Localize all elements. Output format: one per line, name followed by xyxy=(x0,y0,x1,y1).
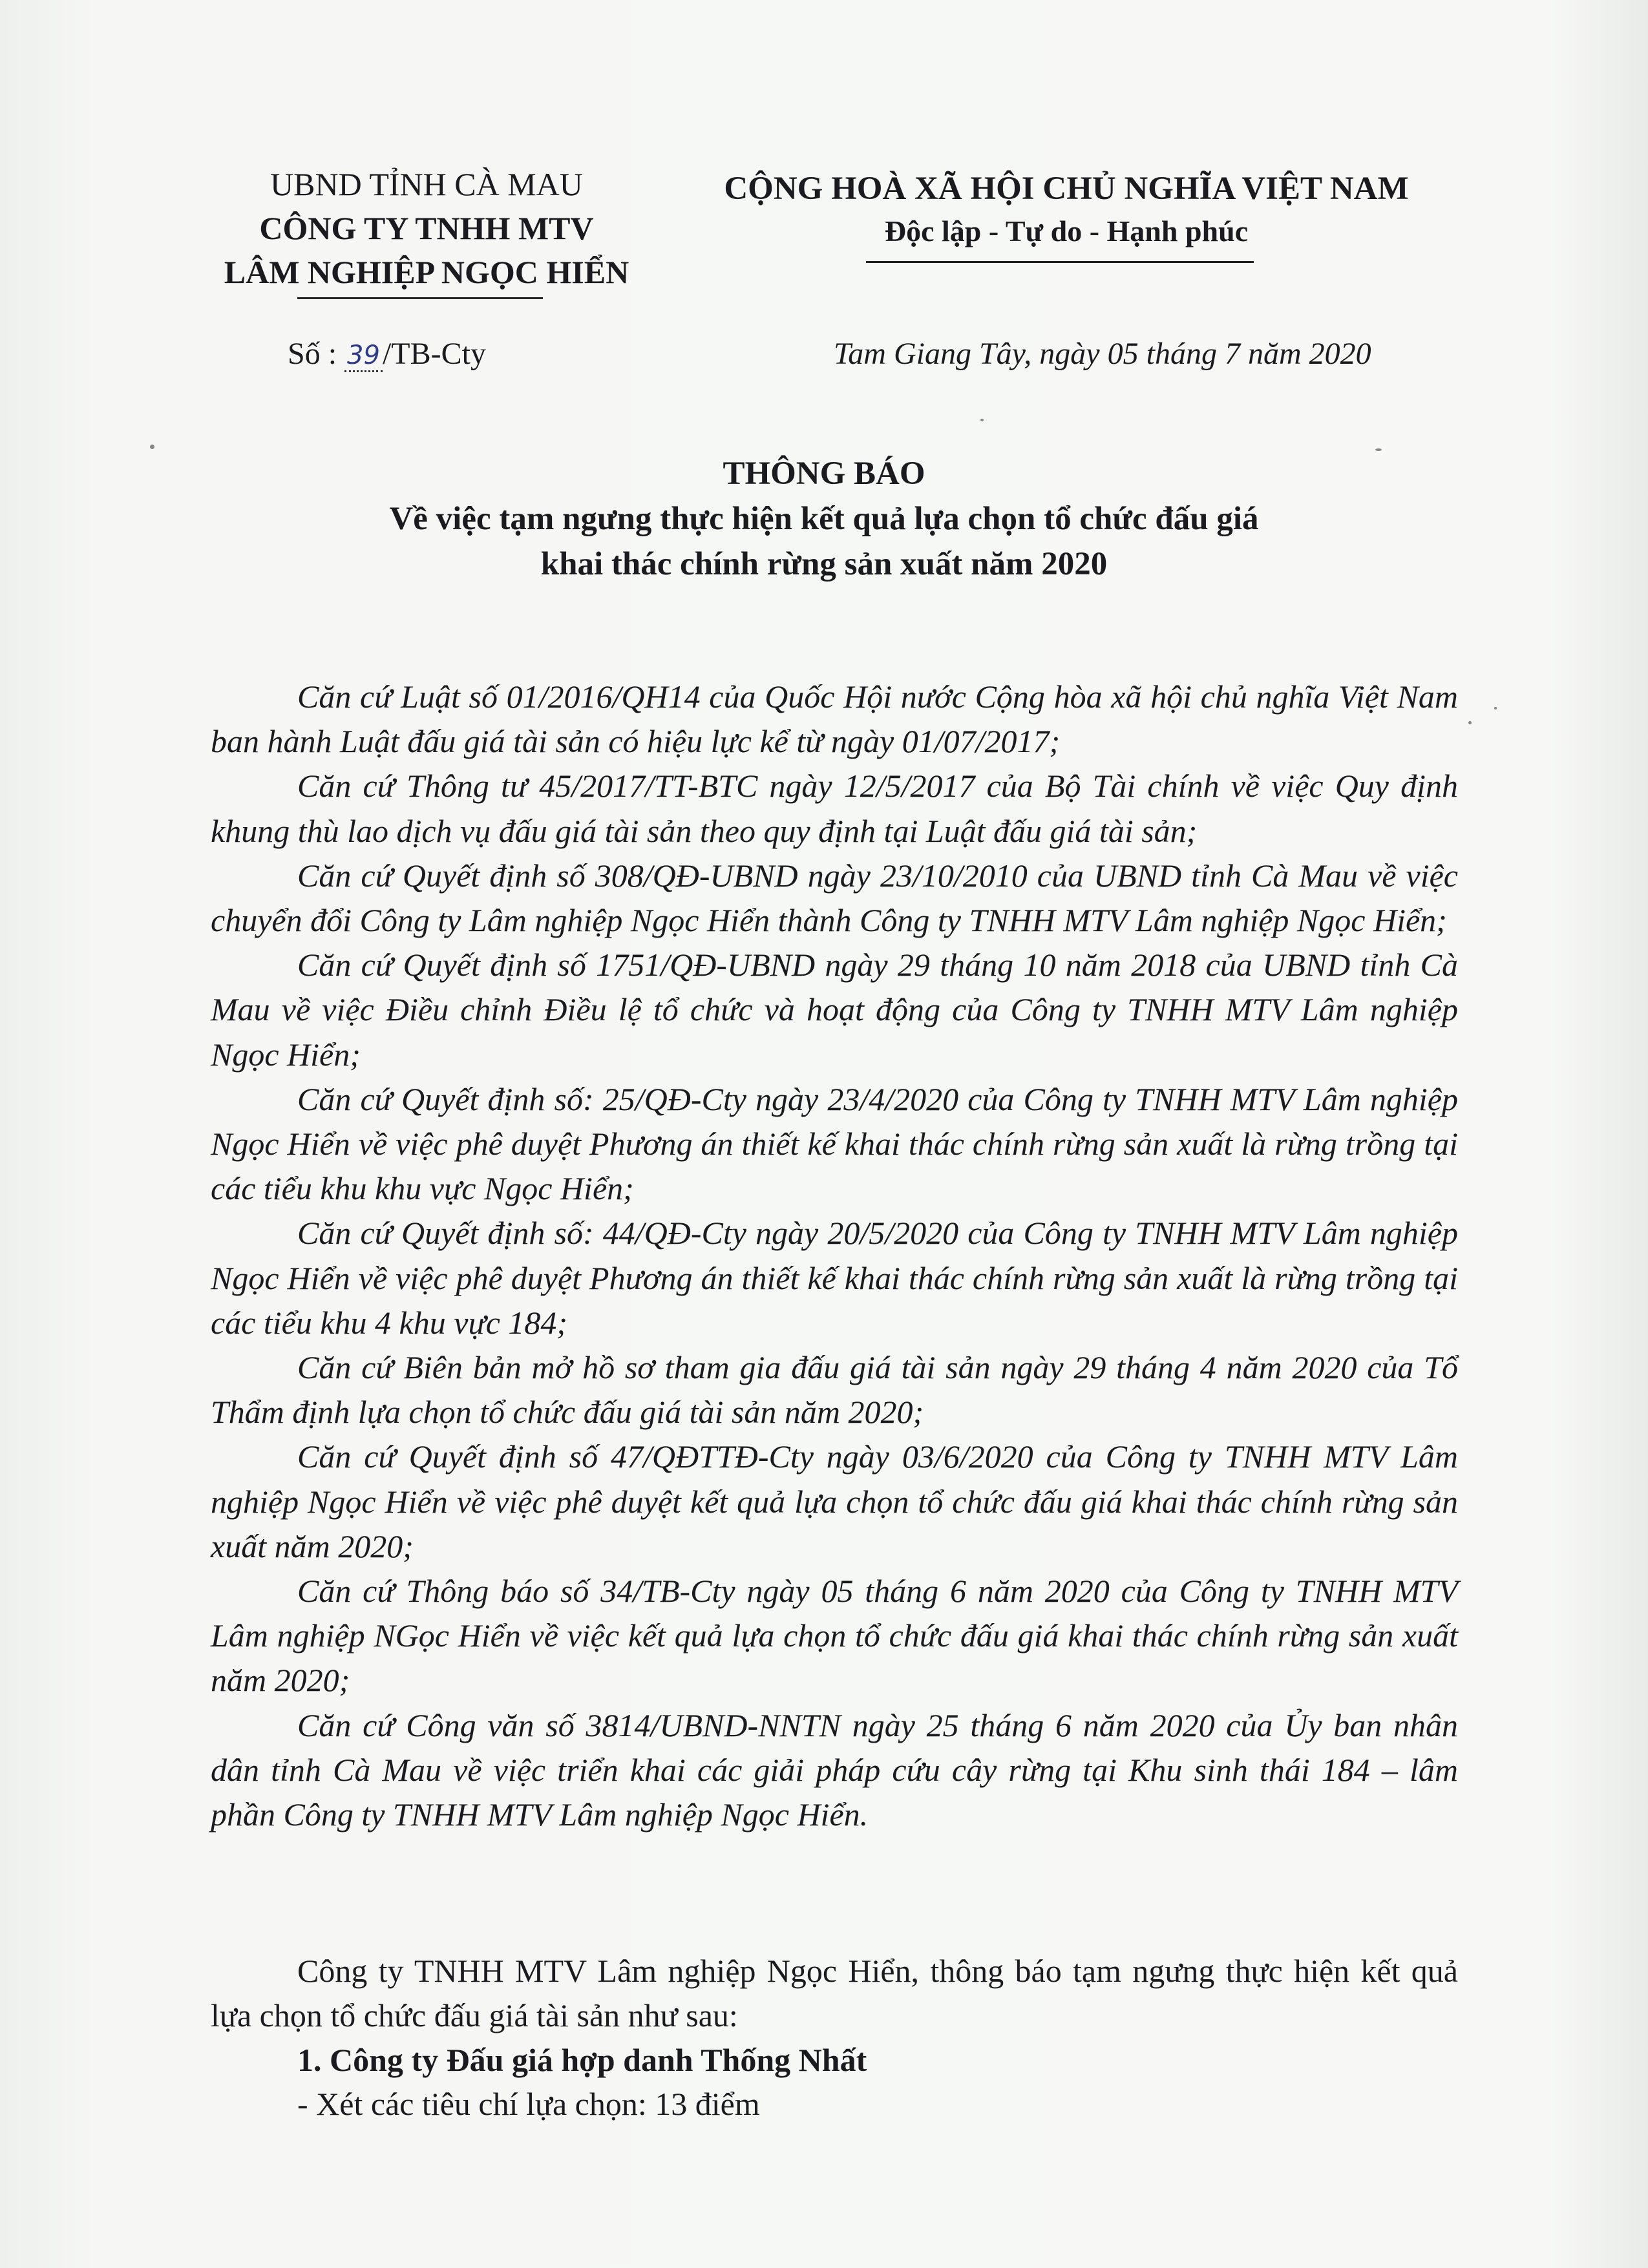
legal-basis-paragraph: Căn cứ Quyết định số 1751/QĐ-UBND ngày 29 tháng 10 năm 2018 của UBND tỉnh Cà Mau về việc Điều chỉnh Điều lệ tổ chức và hoạt động của Công ty TNHH MTV Lâm nghiệp Ngọc Hiển; xyxy=(211,947,1458,1073)
scan-speck xyxy=(1494,707,1497,709)
company-name-line1: CÔNG TY TNHH MTV xyxy=(259,210,594,246)
item-detail: - Xét các tiêu chí lựa chọn: 13 điểm xyxy=(297,2086,760,2122)
legal-basis-paragraph: Căn cứ Quyết định số 308/QĐ-UBND ngày 23/10/2010 của UBND tỉnh Cà Mau về việc chuyển đổi Công ty Lâm nghiệp Ngọc Hiển thành Công ty TNHH MTV Lâm nghiệp Ngọc Hiển; xyxy=(211,857,1458,939)
legal-basis-paragraph: Căn cứ Quyết định số: 44/QĐ-Cty ngày 20/5/2020 của Công ty TNHH MTV Lâm nghiệp Ngọc Hiển về việc phê duyệt Phương án thiết kế khai thác chính rừng sản xuất là rừng trồng tại các tiểu khu 4 khu vực 184; xyxy=(211,1215,1458,1341)
document-title: THÔNG BÁO xyxy=(723,456,925,492)
legal-basis-paragraph: Căn cứ Thông báo số 34/TB-Cty ngày 05 tháng 6 năm 2020 của Công ty TNHH MTV Lâm nghiệp NGọc Hiển về việc kết quả lựa chọn tổ chức đấu giá khai thác chính rừng sản xuất năm 2020; xyxy=(211,1573,1458,1699)
scan-speck xyxy=(1468,721,1472,724)
header-right-underline xyxy=(866,261,1254,263)
document-number-suffix: /TB-Cty xyxy=(382,337,486,371)
announcement-paragraph xyxy=(211,1949,1458,2038)
legal-bases xyxy=(211,675,1458,1837)
document-subject-line2: khai thác chính rừng sản xuất năm 2020 xyxy=(540,546,1108,582)
place-and-date: Tam Giang Tây, ngày 05 tháng 7 năm 2020 xyxy=(834,337,1371,371)
legal-basis-paragraph: Căn cứ Quyết định số 47/QĐTTĐ-Cty ngày 03/6/2020 của Công ty TNHH MTV Lâm nghiệp Ngọc Hiển về việc phê duyệt kết quả lựa chọn tổ chức đấu giá khai thác chính rừng sản xuất năm 2020; xyxy=(211,1438,1458,1564)
document-number-prefix: Số : xyxy=(288,337,345,371)
issuing-authority: UBND TỈNH CÀ MAU xyxy=(270,166,583,202)
scan-speck xyxy=(150,445,154,449)
legal-basis-paragraph: Căn cứ Thông tư 45/2017/TT-BTC ngày 12/5/2017 của Bộ Tài chính về việc Quy định khung thù lao dịch vụ đấu giá tài sản theo quy định tại Luật đấu giá tài sản; xyxy=(211,768,1458,849)
national-motto: Độc lập - Tự do - Hạnh phúc xyxy=(884,215,1249,247)
header-left-underline xyxy=(297,297,543,299)
scan-speck xyxy=(1375,448,1382,451)
national-title: CỘNG HOÀ XÃ HỘI CHỦ NGHĨA VIỆT NAM xyxy=(724,171,1409,207)
legal-basis-paragraph: Căn cứ Công văn số 3814/UBND-NNTN ngày 25 tháng 6 năm 2020 của Ủy ban nhân dân tỉnh Cà Mau về việc triển khai các giải pháp cứu cây rừng tại Khu sinh thái 184 – lâm phần Công ty TNHH MTV Lâm nghiệp Ngọc Hiển. xyxy=(211,1706,1458,1833)
scan-speck xyxy=(980,419,984,421)
item-heading: 1. Công ty Đấu giá hợp danh Thống Nhất xyxy=(297,2042,867,2078)
legal-basis-paragraph: Căn cứ Luật số 01/2016/QH14 của Quốc Hội nước Cộng hòa xã hội chủ nghĩa Việt Nam ban hành Luật đấu giá tài sản có hiệu lực kể từ ngày 01/07/2017; xyxy=(211,678,1458,760)
document-number xyxy=(288,335,486,375)
legal-basis-paragraph: Căn cứ Biên bản mở hồ sơ tham gia đấu giá tài sản ngày 29 tháng 4 năm 2020 của Tổ Thẩm định lựa chọn tổ chức đấu giá tài sản năm 2020; xyxy=(211,1349,1458,1431)
company-name-line2: LÂM NGHIỆP NGỌC HIỂN xyxy=(224,254,629,290)
document-number-handwritten: 39 xyxy=(344,341,383,372)
announcement-text: Công ty TNHH MTV Lâm nghiệp Ngọc Hiển, thông báo tạm ngưng thực hiện kết quả lựa chọn tổ chức đấu giá tài sản như sau: xyxy=(211,1953,1458,2034)
document-subject-line1: Về việc tạm ngưng thực hiện kết quả lựa chọn tổ chức đấu giá xyxy=(389,501,1259,537)
legal-basis-paragraph: Căn cứ Quyết định số: 25/QĐ-Cty ngày 23/4/2020 của Công ty TNHH MTV Lâm nghiệp Ngọc Hiển về việc phê duyệt Phương án thiết kế khai thác chính rừng sản xuất là rừng trồng tại các tiểu khu khu vực Ngọc Hiển; xyxy=(211,1080,1458,1207)
